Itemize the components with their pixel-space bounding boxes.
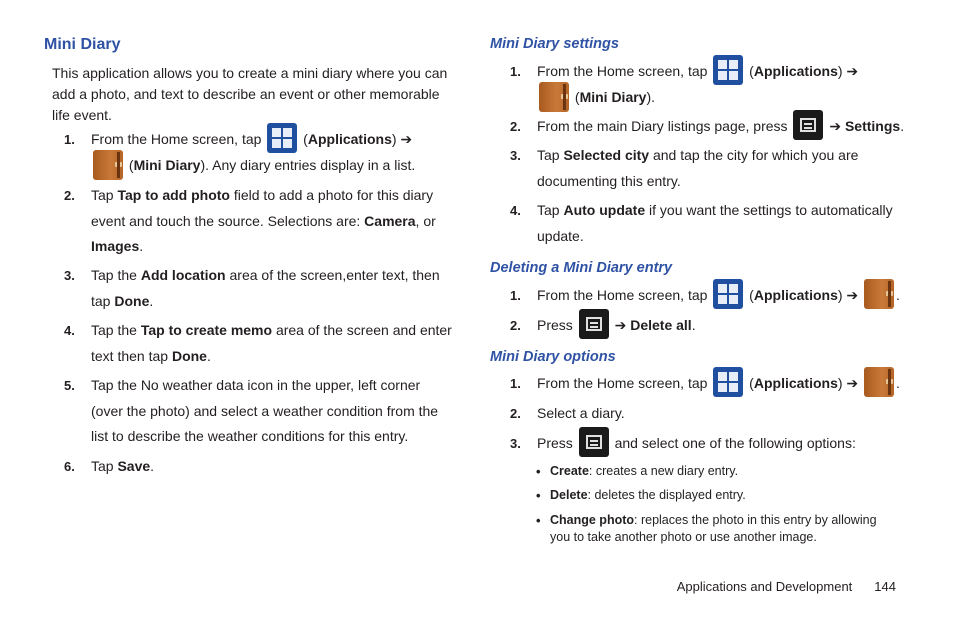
left-step-4: 4. Tap the Tap to create memo area of the screen and enter text then tap Done. (64, 322, 452, 364)
applications-icon (713, 367, 743, 397)
applications-icon (713, 279, 743, 309)
settings-heading: Mini Diary settings (490, 36, 619, 52)
mini-diary-icon (539, 82, 569, 112)
menu-key-icon (793, 110, 823, 140)
option-bullet-delete: • Delete: deletes the displayed entry. (536, 488, 746, 503)
page-title: Mini Diary (44, 36, 121, 53)
options-heading: Mini Diary options (490, 349, 616, 365)
mini-diary-icon (93, 150, 123, 180)
settings-step-4: 4. Tap Auto update if you want the settings to automatically update. (510, 202, 893, 244)
deleting-step-2: 2. Press ➔ Delete all. (510, 313, 910, 339)
deleting-step-1: 1. From the Home screen, tap (Applications) ➔ . (510, 283, 910, 309)
option-bullet-change-photo: • Change photo: replaces the photo in this entry by allowing you to take another photo or use another image. (536, 513, 877, 544)
deleting-heading: Deleting a Mini Diary entry (490, 260, 673, 276)
left-step-2: 2. Tap Tap to add photo field to add a photo for this diary event and touch the source. Selections are: Camera, or Images. (64, 187, 436, 254)
settings-step-1: 1. From the Home screen, tap (Applications) ➔ (Mini Diary). (510, 59, 910, 112)
option-bullet-create: • Create: creates a new diary entry. (536, 464, 739, 479)
options-step-3: 3. Press and select one of the following options: (510, 431, 910, 457)
left-step-3: 3. Tap the Add location area of the screen,enter text, then tap Done. (64, 267, 440, 309)
mini-diary-icon (864, 367, 894, 397)
left-step-5: 5. Tap the No weather data icon in the upper, left corner (over the photo) and select a weather condition from the list to describe the weather conditions for this entry. (64, 377, 439, 444)
applications-icon (713, 55, 743, 85)
mini-diary-icon (864, 279, 894, 309)
applications-icon (267, 123, 297, 153)
left-step-1: 1. From the Home screen, tap (Applications) ➔ (Mini Diary). Any diary entries display in a list. (64, 127, 454, 180)
options-step-1: 1. From the Home screen, tap (Applications) ➔ . (510, 371, 910, 397)
menu-key-icon (579, 309, 609, 339)
settings-step-3: 3. Tap Selected city and tap the city for which you are documenting this entry. (510, 147, 859, 189)
footer-section-title: Applications and Development (676, 579, 853, 594)
page-number: 144 (874, 579, 896, 594)
intro-paragraph: This application allows you to create a mini diary where you can add a photo, and text to describe an event or other memorable life event. (52, 65, 448, 123)
menu-key-icon (579, 427, 609, 457)
settings-step-2: 2. From the main Diary listings page, press ➔ Settings. (510, 114, 910, 140)
left-step-6: 6. Tap Save. (64, 458, 155, 474)
options-step-2: 2. Select a diary. (510, 405, 625, 421)
page-footer (677, 579, 896, 594)
